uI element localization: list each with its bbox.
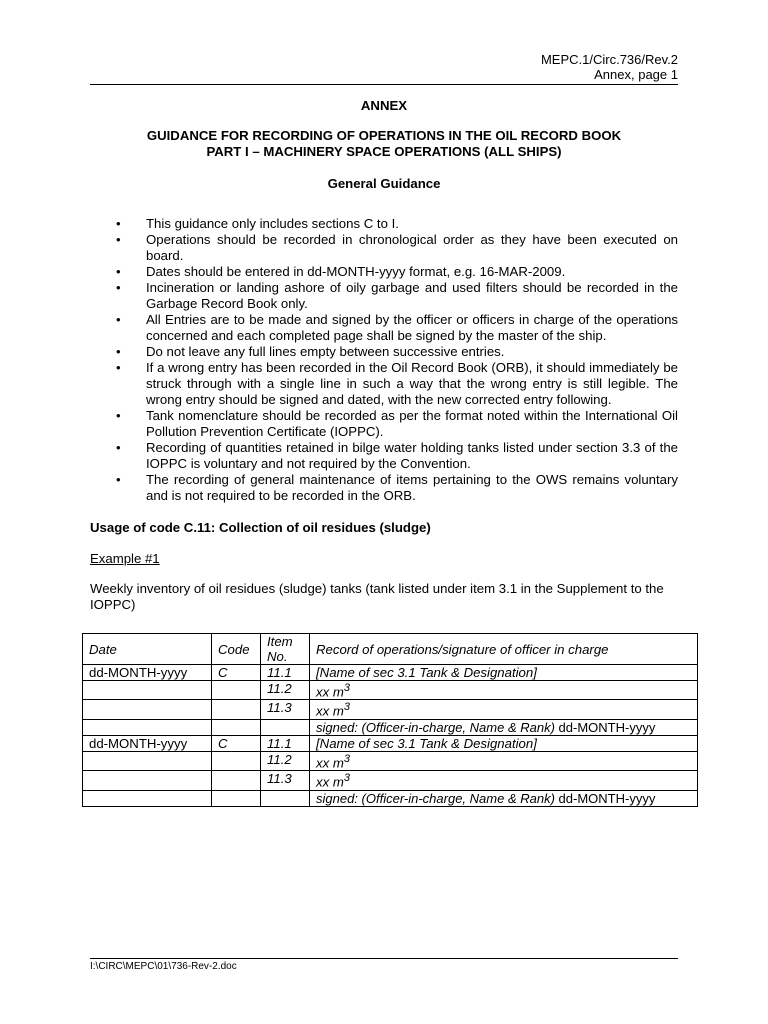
bullet-icon: • [116,216,121,231]
guidance-list [90,216,678,504]
table-row [83,790,698,806]
title-line-2: PART I – MACHINERY SPACE OPERATIONS (ALL SHIPS) [206,144,562,159]
quantity-text: xx m [316,703,344,719]
quantity-superscript: 3 [343,682,350,694]
quantity-text: xx m [316,755,344,771]
guidance-item [90,472,678,504]
cell-code: C [212,735,261,751]
document-title [90,128,678,160]
cell-code [212,751,261,770]
bullet-icon: • [116,344,121,359]
table-row [83,681,698,700]
cell-date [83,700,212,719]
cell-item: 11.3 [261,700,310,719]
guidance-text: Dates should be entered in dd-MONTH-yyyy format, e.g. 16-MAR-2009. [146,264,566,279]
cell-code [212,700,261,719]
cell-date [83,719,212,735]
cell-code [212,790,261,806]
header-record: Record of operations/signature of officer in charge [310,634,698,665]
bullet-icon: • [116,472,121,487]
guidance-text: Operations should be recorded in chronological order as they have been executed on board. [146,232,678,263]
cell-date: dd-MONTH-yyyy [83,735,212,751]
footer-rule [90,958,678,959]
quantity-superscript: 3 [343,752,350,765]
bullet-icon: • [116,440,121,455]
page-number: Annex, page 1 [594,67,678,82]
header-item-line2: No. [267,649,288,664]
guidance-text: All Entries are to be made and signed by the officer or officers in charge of the operations concerned and each completed page shall be signed by the master of the ship. [146,312,678,343]
header-item-line1: Item [267,634,293,649]
guidance-text: Incineration or landing ashore of oily garbage and used filters should be recorded in the Garbage Record Book only. [146,280,678,311]
cell-item: 11.3 [261,771,310,790]
table-row [83,735,698,751]
bullet-icon: • [116,280,121,295]
cell-record [310,771,698,790]
cell-date [83,790,212,806]
guidance-text: Do not leave any full lines empty between successive entries. [146,344,505,359]
signature-text: signed: (Officer-in-charge, Name & Rank) [316,790,555,806]
header-rule [90,84,678,85]
quantity-text: xx m [316,774,344,790]
bullet-icon: • [116,264,121,279]
quantity-text: xx m [316,684,344,700]
example-description: Weekly inventory of oil residues (sludge) tanks (tank listed under item 3.1 in the Supplement to the IOPPC) [90,581,664,612]
table-header-row [83,634,698,665]
cell-record [310,719,698,735]
table-row [83,665,698,681]
cell-item: 11.1 [261,665,310,681]
quantity-superscript: 3 [343,772,350,785]
title-line-1: GUIDANCE FOR RECORDING OF OPERATIONS IN THE OIL RECORD BOOK [146,128,622,143]
quantity-superscript: 3 [343,701,350,714]
cell-code [212,719,261,735]
guidance-item [90,280,678,312]
header-code: Code [212,634,261,665]
guidance-text: This guidance only includes sections C to I. [146,216,399,231]
page-header [541,52,678,82]
annex-heading: ANNEX [360,98,408,113]
table-row [83,771,698,790]
cell-code: C [212,665,261,681]
header-item-no [261,634,310,665]
signature-date: dd-MONTH-yyyy [558,790,656,806]
bullet-icon: • [116,312,121,327]
cell-record [310,681,698,700]
footer-file-path: I:\CIRC\MEPC\01\736-Rev-2.doc [90,961,237,972]
cell-date [83,681,212,700]
bullet-icon: • [116,360,121,375]
cell-record [310,790,698,806]
cell-item [261,790,310,806]
oil-record-table [82,633,698,807]
table-row [83,719,698,735]
guidance-text: The recording of general maintenance of items pertaining to the OWS remains voluntary and is not required to be recorded in the ORB. [146,472,678,503]
header-date: Date [83,634,212,665]
general-guidance-heading: General Guidance [327,176,441,191]
signature-text: signed: (Officer-in-charge, Name & Rank) [316,719,555,735]
guidance-item [90,408,678,440]
cell-date: dd-MONTH-yyyy [83,665,212,681]
signature-date: dd-MONTH-yyyy [558,719,656,735]
bullet-icon: • [116,408,121,423]
cell-record [310,700,698,719]
guidance-item [90,344,678,360]
table-row [83,751,698,770]
document-body [90,98,678,613]
cell-record [310,751,698,770]
cell-date [83,751,212,770]
guidance-item [90,264,678,280]
guidance-item [90,360,678,408]
guidance-text: Recording of quantities retained in bilge water holding tanks listed under section 3.3 of the IOPPC is voluntary and not required by the Convention. [146,440,678,471]
bullet-icon: • [116,232,121,247]
table-row [83,700,698,719]
guidance-text: If a wrong entry has been recorded in the Oil Record Book (ORB), it should immediately be struck through with a single line in such a way that the wrong entry is still legible. The wrong entry should be signed and dated, with the new corrected entry following. [146,360,678,407]
cell-item: 11.2 [261,681,310,700]
cell-item: 11.1 [261,735,310,751]
guidance-item [90,216,678,232]
document-reference: MEPC.1/Circ.736/Rev.2 [540,52,678,67]
cell-code [212,771,261,790]
section-heading: Usage of code C.11: Collection of oil residues (sludge) [90,520,431,535]
cell-date [83,771,212,790]
cell-record: [Name of sec 3.1 Tank & Designation] [310,665,698,681]
guidance-text: Tank nomenclature should be recorded as per the format noted within the International Oil Pollution Prevention Certificate (IOPPC). [146,408,678,439]
cell-item: 11.2 [261,751,310,770]
guidance-item [90,312,678,344]
cell-code [212,681,261,700]
guidance-item [90,232,678,264]
example-label: Example #1 [90,551,160,566]
guidance-item [90,440,678,472]
cell-record: [Name of sec 3.1 Tank & Designation] [310,735,698,751]
cell-item [261,719,310,735]
